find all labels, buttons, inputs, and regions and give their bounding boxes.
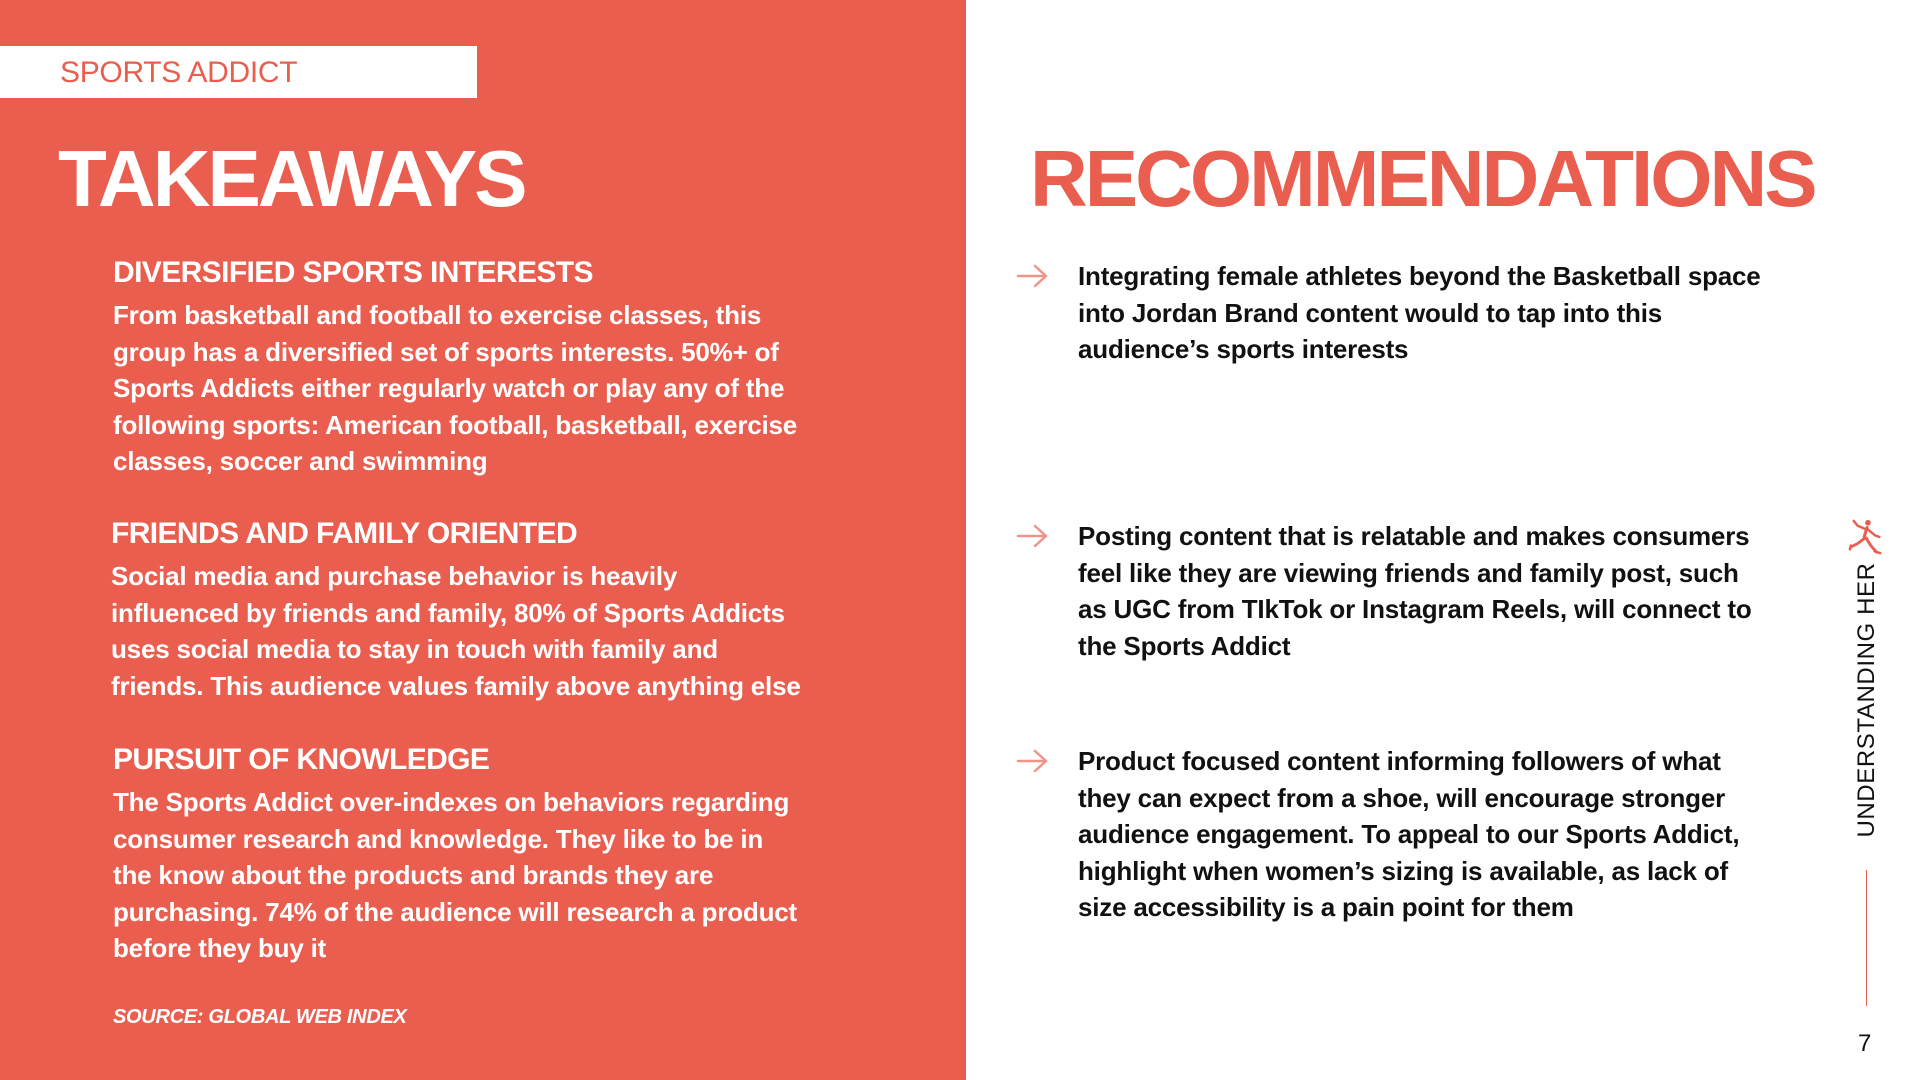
recommendation-item — [1016, 518, 1816, 664]
recommendation-item — [1016, 743, 1816, 926]
arrow-right-icon — [1016, 743, 1050, 779]
takeaway-line: friends. This audience values family above anything else — [111, 670, 801, 701]
takeaway-line: group has a diversified set of sports interests. 50%+ of — [113, 336, 779, 367]
takeaways-title: TAKEAWAYS — [58, 134, 525, 223]
takeaway-heading: DIVERSIFIED SPORTS INTERESTS — [113, 256, 593, 289]
takeaway-line: The Sports Addict over-indexes on behaviors regarding — [113, 787, 790, 817]
recommendation-line: audience engagement. To appeal to our Sports Addict, — [1078, 819, 1740, 849]
takeaway-line: the know about the products and brands they are — [113, 860, 714, 890]
takeaway-line: classes, soccer and swimming — [113, 446, 488, 476]
takeaway-line: purchasing. 74% of the audience will research a product — [113, 896, 797, 927]
recommendation-item — [1016, 258, 1816, 368]
recommendation-text — [1078, 743, 1816, 926]
takeaway-line: before they buy it — [113, 933, 327, 963]
section-tag — [0, 46, 477, 98]
recommendation-line: feel like they are viewing friends and family post, such — [1078, 557, 1739, 588]
recommendation-line: audience’s sports interests — [1078, 334, 1409, 364]
page-number: 7 — [1858, 1030, 1872, 1057]
arrow-right-icon — [1016, 518, 1050, 554]
takeaway-body — [113, 784, 853, 967]
takeaway-line: Sports Addicts either regularly watch or play any of the — [113, 373, 785, 403]
takeaway-heading: FRIENDS AND FAMILY ORIENTED — [111, 517, 578, 550]
takeaway-line: Social media and purchase behavior is heavily — [111, 561, 678, 591]
recommendation-line: Posting content that is relatable and makes consumers — [1078, 521, 1750, 551]
takeaway-body — [111, 558, 851, 704]
takeaway-line: following sports: American football, basketball, exercise — [113, 409, 798, 440]
takeaway-friends-and-family-oriented — [111, 516, 851, 704]
takeaway-line: consumer research and knowledge. They like to be in — [113, 823, 764, 854]
section-tag-label: SPORTS ADDICT — [60, 56, 298, 89]
arrow-right-icon — [1016, 258, 1050, 294]
recommendation-line: size accessibility is a pain point for them — [1078, 892, 1574, 922]
recommendation-text — [1078, 518, 1816, 664]
divider-line — [1866, 870, 1867, 1006]
recommendation-line: Product focused content informing followers of what — [1078, 746, 1721, 776]
takeaway-diversified-sports-interests — [113, 255, 853, 480]
jumpman-logo-icon — [1848, 518, 1886, 556]
takeaway-line: influenced by friends and family, 80% of Sports Addicts — [111, 597, 785, 628]
recommendations-title: RECOMMENDATIONS — [1030, 134, 1815, 223]
recommendation-line: they can expect from a shoe, will encourage stronger — [1078, 782, 1726, 813]
takeaway-heading: PURSUIT OF KNOWLEDGE — [113, 743, 490, 776]
recommendation-line: Integrating female athletes beyond the Basketball space — [1078, 261, 1761, 291]
recommendation-line: highlight when women’s sizing is available, as lack of — [1078, 855, 1728, 886]
takeaway-body — [113, 297, 853, 480]
recommendation-line: the Sports Addict — [1078, 630, 1291, 661]
recommendation-line: as UGC from TIkTok or Instagram Reels, will connect to — [1078, 594, 1752, 624]
recommendation-line: into Jordan Brand content would to tap into this — [1078, 297, 1663, 328]
recommendation-text — [1078, 258, 1816, 368]
source-citation: SOURCE: GLOBAL WEB INDEX — [113, 1006, 407, 1028]
takeaway-line: uses social media to stay in touch with family and — [111, 634, 718, 664]
takeaway-pursuit-of-knowledge — [113, 742, 853, 967]
takeaway-line: From basketball and football to exercise classes, this — [113, 300, 762, 330]
section-label: UNDERSTANDING HER — [1853, 562, 1880, 838]
